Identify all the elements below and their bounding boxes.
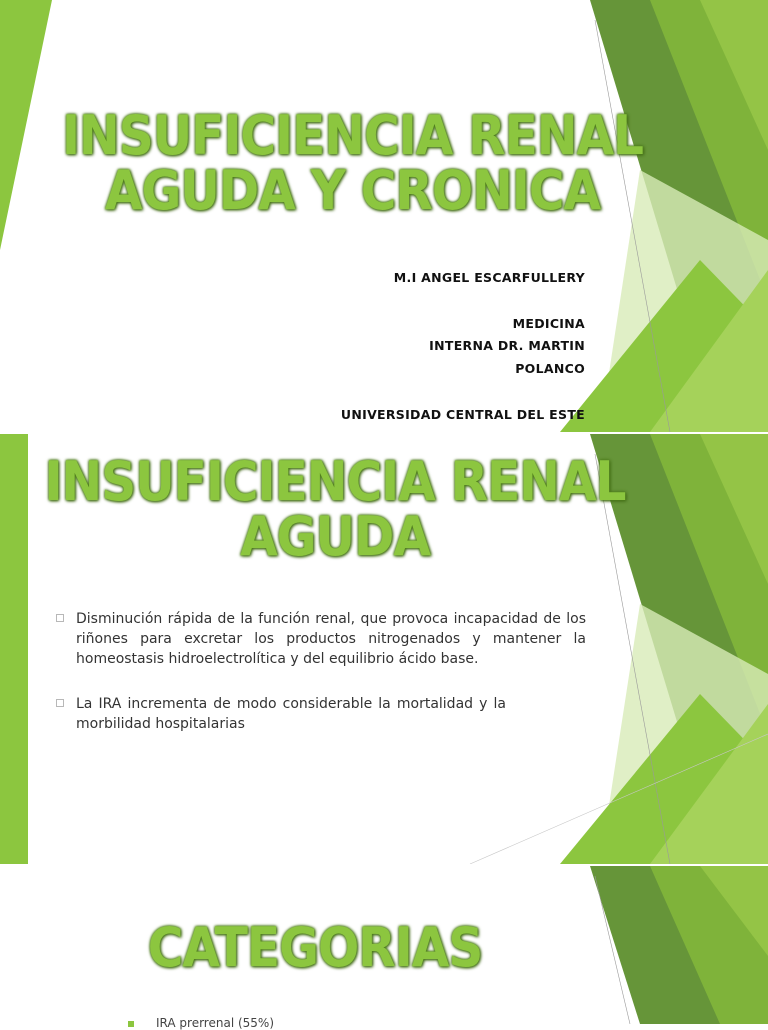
slide-title: CATEGORIAS: [147, 916, 483, 979]
bullet-square-icon: [56, 699, 64, 707]
bullet-text: Disminución rápida de la función renal, que provoca incapacidad de los riñones para excretar los productos nitrogenados y mantener la homeostasis hidroelectrolítica y del equilibrio ácido base.: [76, 611, 586, 667]
list-item: [128, 1016, 274, 1030]
title-line-2: AGUDA: [240, 505, 430, 569]
supervisor-line-1: INTERNA DR. MARTIN: [429, 338, 585, 353]
slide-title: [20, 450, 650, 569]
title-line-1: INSUFICIENCIA RENAL: [61, 104, 643, 167]
title-slide: [0, 0, 768, 432]
author-name: M.I ANGEL ESCARFULLERY: [393, 270, 585, 285]
bullet-text: La IRA incrementa de modo considerable la mortalidad y la morbilidad hospitalarias: [76, 696, 506, 732]
definition-slide: [0, 434, 768, 864]
title-line-2: AGUDA Y CRONICA: [104, 159, 601, 223]
list-item: [56, 609, 586, 669]
categories-slide: [0, 866, 768, 1024]
university-name: UNIVERSIDAD CENTRAL DEL ESTE: [340, 407, 585, 422]
department: MEDICINA: [512, 316, 585, 331]
presentation-title: [40, 104, 665, 223]
list-item: [56, 694, 506, 734]
category-text: IRA prerrenal (55%): [156, 1016, 275, 1030]
title-line-1: INSUFICIENCIA RENAL: [44, 450, 626, 513]
bullet-square-icon: [56, 614, 64, 622]
bullet-list: [56, 609, 586, 759]
supervisor-line-2: POLANCO: [515, 361, 585, 376]
